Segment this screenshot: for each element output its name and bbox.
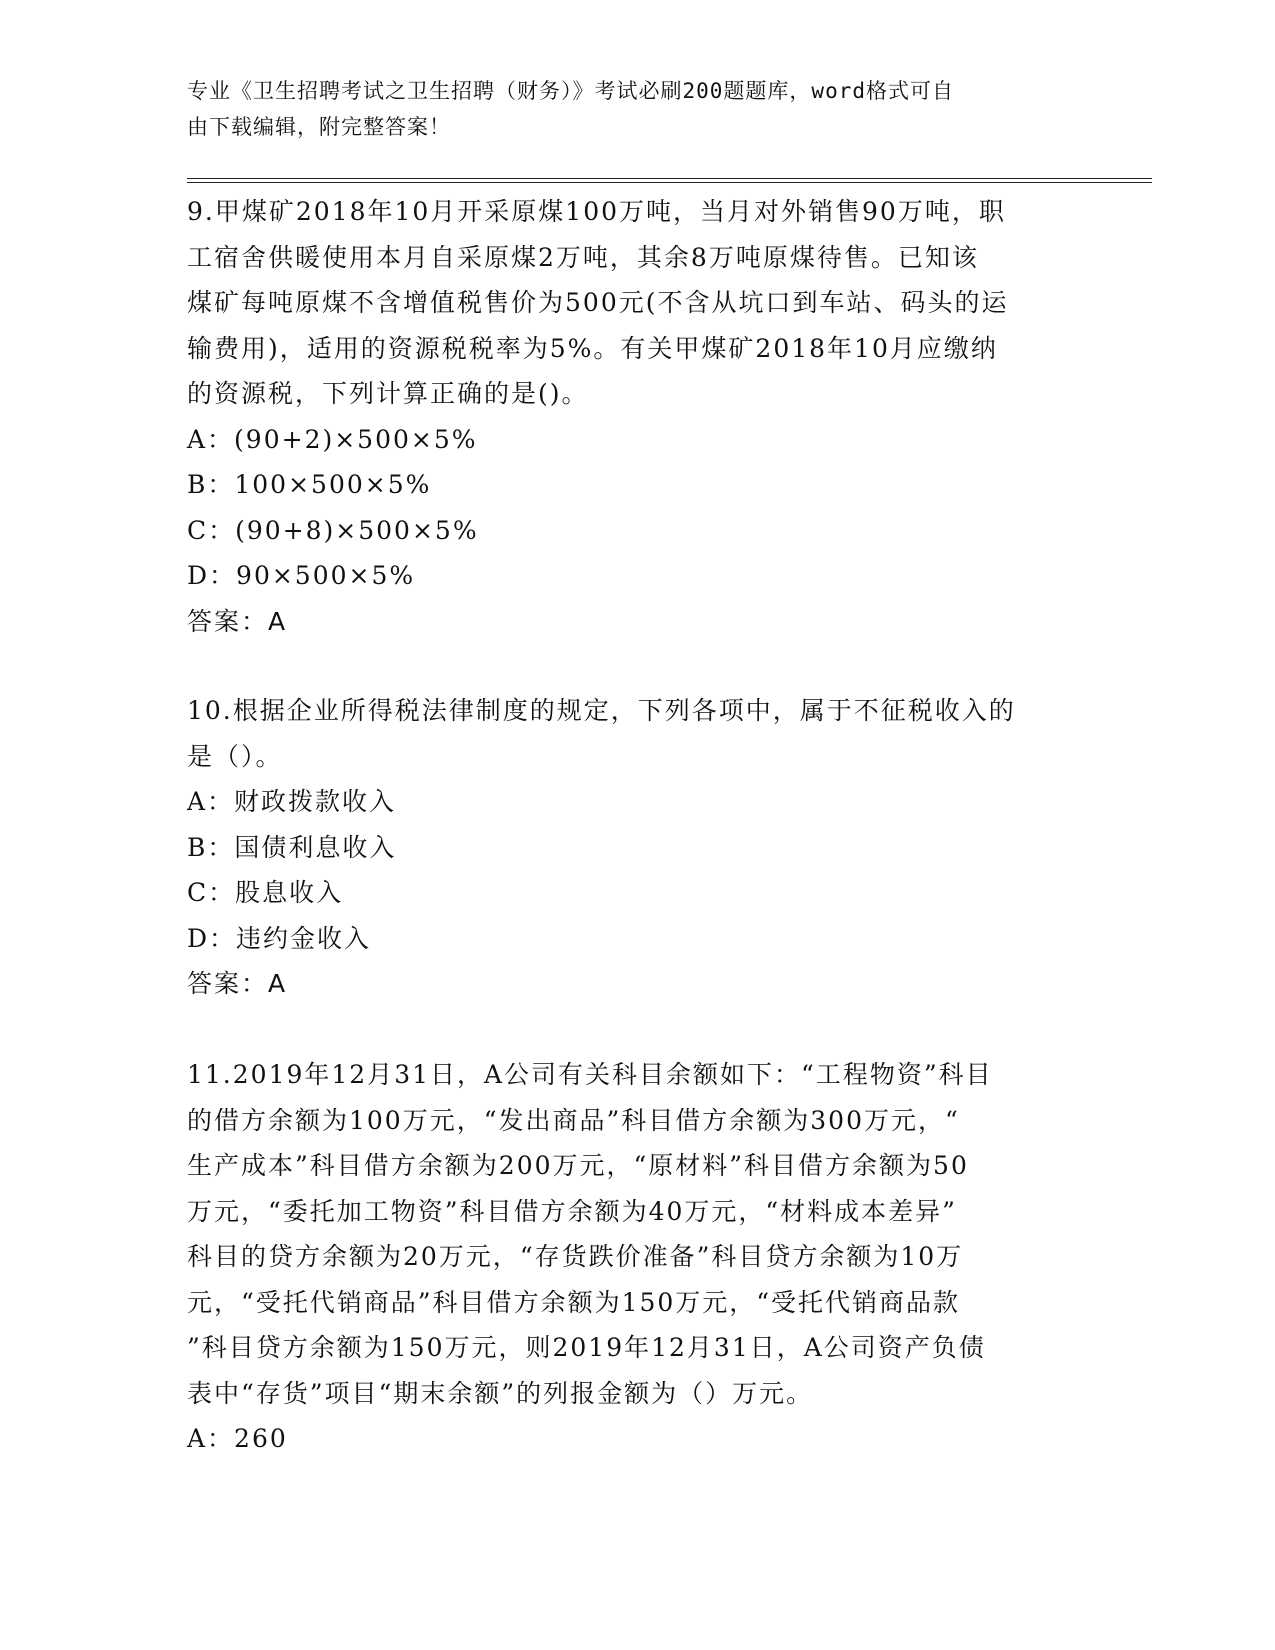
question-line: 是（）。 <box>187 741 283 771</box>
header-line-1: 专业《卫生招聘考试之卫生招聘（财务）》考试必刷200题题库，word格式可自 <box>187 79 954 103</box>
header-line-2: 由下载编辑，附完整答案！ <box>187 115 451 139</box>
question-line: 元，“受托代销商品”科目借方余额为150万元，“受托代销商品款 <box>187 1287 961 1317</box>
answer-line: 答案：A <box>187 969 288 998</box>
question-line: 工宿舍供暖使用本月自采原煤2万吨，其余8万吨原煤待售。已知该 <box>187 242 979 272</box>
option-a: A：260 <box>187 1424 288 1453</box>
question-line: 9.甲煤矿2018年10月开采原煤100万吨，当月对外销售90万吨，职 <box>187 197 1006 226</box>
question-line: 输费用)，适用的资源税税率为5%。有关甲煤矿2018年10月应缴纳 <box>187 333 998 363</box>
question-line: 表中“存货”项目“期末余额”的列报金额为（）万元。 <box>187 1378 814 1408</box>
question-line: ”科目贷方余额为150万元，则2019年12月31日，A公司资产负债 <box>187 1333 986 1362</box>
document-header <box>187 73 1067 145</box>
question-line: 的借方余额为100万元，“发出商品”科目借方余额为300万元，“ <box>187 1105 960 1135</box>
answer-line: 答案：A <box>187 606 288 636</box>
question-line: 煤矿每吨原煤不含增值税售价为500元(不含从坑口到车站、码头的运 <box>187 288 1009 317</box>
question-line: 10.根据企业所得税法律制度的规定，下列各项中，属于不征税收入的 <box>187 696 1016 725</box>
option-b: B：国债利息收入 <box>187 832 397 862</box>
question-10 <box>187 688 1077 1007</box>
header-divider-bottom <box>187 182 1152 183</box>
header-divider-top <box>187 178 1152 179</box>
question-11 <box>187 1052 1077 1462</box>
option-a: A：(90+2)×500×5% <box>187 424 478 454</box>
option-a: A：财政拨款收入 <box>187 787 397 816</box>
question-9 <box>187 189 1077 644</box>
question-line: 的资源税，下列计算正确的是()。 <box>187 379 589 408</box>
question-line: 科目的贷方余额为20万元，“存货跌价准备”科目贷方余额为10万 <box>187 1242 964 1271</box>
option-d: D：90×500×5% <box>187 561 416 590</box>
question-line: 11.2019年12月31日，A公司有关科目余额如下：“工程物资”科目 <box>187 1060 993 1089</box>
option-d: D：违约金收入 <box>187 923 372 953</box>
option-c: C：(90+8)×500×5% <box>187 515 479 545</box>
question-line: 生产成本”科目借方余额为200万元，“原材料”科目借方余额为50 <box>187 1151 969 1180</box>
question-line: 万元，“委托加工物资”科目借方余额为40万元，“材料成本差异” <box>187 1196 957 1226</box>
option-c: C：股息收入 <box>187 878 344 907</box>
option-b: B：100×500×5% <box>187 470 432 499</box>
